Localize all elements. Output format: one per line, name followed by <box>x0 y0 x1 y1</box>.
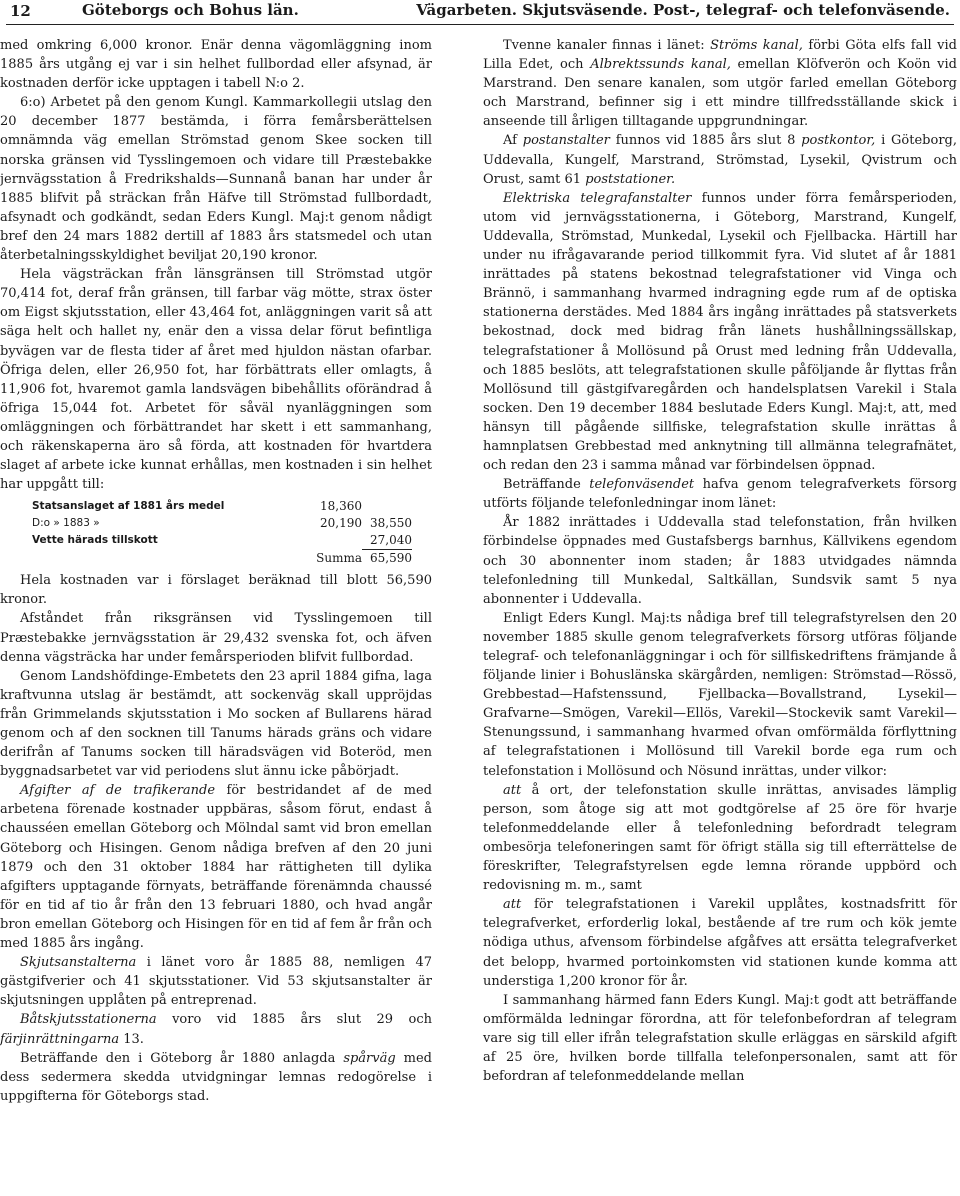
table-row <box>32 550 412 567</box>
left-paragraph-1: med omkring 6,000 kronor. Enär denna vägomläggning inom 1885 års utgång ej var i sin helhet fullbordad eller afsynad, är kostnaden derför icke upptagen i tabell N:o 2. <box>0 38 432 92</box>
italic-term: Skjutsanstalterna <box>20 955 137 971</box>
italic-term: postanstalter <box>522 133 610 149</box>
left-paragraph-8: Skjutsanstalterna i länet voro år 1885 88, nemligen 47 gästgifverier och 41 skjutsstationer. Vid 53 skjutsanstalter är skjutsningen upplåten på entreprenad. <box>0 955 432 1009</box>
page-number: 12 <box>10 2 31 20</box>
right-paragraph-1: Tvenne kanaler finnas i länet: Ströms kanal, förbi Göta elfs fall vid Lilla Edet, och Albrektssunds kanal, emellan Klöfverön och Koön vid Marstrand. Den senare kanalen, som utgör farled emellan Göteborg och Marstrand, befinner sig i ett mindre tillfredsställande skick i anseende till årligen tilltagande uppgrundningar. <box>483 38 957 130</box>
sum-label: Summa <box>316 551 362 566</box>
left-paragraph-5: Afståndet från riksgränsen vid Tysslingemoen till Præstebakke jernvägsstation är 29,432 svenska fot, och äfven denna vägsträcka har under femårsperioden blifvit fullbordad. <box>0 611 432 665</box>
right-paragraph-6: Enligt Eders Kungl. Maj:ts nådiga bref till telegrafstyrelsen den 20 november 1885 skulle genom telegrafverkets försorg utföras följande telegraf- och telefonanläggningar i och för sillfiskedriftens främjande å följande linier i Bohuslänska skärgården, nemligen: Strömstad—Rössö, Grebbestad—Hafstenssund, Fjellbacka—Bovallstrand, Lysekil—Grafvarne—Smögen, Varekil—Ellös, Varekil—Stockevik samt Varekil—Stenungssund, i sammanhang hvarmed ofvan omförmälda förflyttning af telegrafstationen i Mollösund till Varekil borde ega rum och telefonstation i Mollösund och Nösund inrättas, under vilkor: <box>483 610 957 779</box>
left-paragraph-2: 6:o) Arbetet på den genom Kungl. Kammarkollegii utslag den 20 december 1877 bestämda, i förra femårsberättelsen omnämnda väg emellan Strömstad genom Skee socken till norska gränsen vid Tysslingemoen och vidare till Præstebakke jernvägsstation å Fredrikshalds—Sunnanå banan har under år 1885 blifvit på sträckan från Häfve till Strömstad fullbordadt, afsynadt och godkändt, sedan Eders Kungl. Maj:t genom nådigt bref den 24 mars 1882 dertill af 1883 års statsmedel och utan återbetalningsskyldighet beviljat 20,190 kronor. <box>0 95 432 264</box>
cost-subtotal: 38,550 <box>370 516 412 531</box>
italic-term: spårväg <box>343 1050 396 1066</box>
italic-term: färjinrättningarna <box>0 1031 120 1047</box>
cost-amount: 27,040 <box>362 532 412 550</box>
cost-label: Vette härads tillskott <box>32 534 158 547</box>
right-paragraph-9: I sammanhang härmed fann Eders Kungl. Maj:t godt att beträffande omförmälda ledningar förordna, att för telefonbefordran af telegram vare sig till eller ifrån telegrafstation skulle erläggas en särskild afgift af 25 öre, hvilken borde tillfalla telefonpersonalen, samt att för befordran af telefonmeddelande mellan <box>483 992 957 1085</box>
italic-term: att <box>503 782 522 798</box>
left-paragraph-10: Beträffande den i Göteborg år 1880 anlagda spårväg med dess sedermera skedda utvidgningar lemnas redogörelse i uppgifterna för Göteborgs stad. <box>0 1050 432 1104</box>
table-row <box>32 532 412 550</box>
italic-term: Afgifter af de trafikerande <box>20 783 216 799</box>
left-paragraph-7: Afgifter af de trafikerande för bestridandet af de med arbetena förenade kostnader uppbäras, såsom förut, endast å chausséen emellan Göteborg och Mölndal samt vid bron emellan Göteborg och Hisingen. Genom nådiga brefven af den 20 juni 1879 och den 31 oktober 1884 har rättigheten till dylika afgifters upptagande förnyats, beträffande förenämnda chaussé för en tid af tio år från den 13 februari 1880, och hvad angår bron emellan Göteborg och Hisingen för en tid af fem år från och med 1885 års ingång. <box>0 783 433 952</box>
cost-amount: 20,190 <box>320 516 362 531</box>
cost-amount: 18,360 <box>320 499 362 514</box>
cost-table <box>32 498 412 567</box>
italic-term: Albrektssunds kanal, <box>590 57 731 73</box>
left-column <box>0 36 432 1106</box>
running-title-left: Göteborgs och Bohus län. <box>82 1 299 19</box>
cost-label: D:o » 1883 » <box>32 517 100 530</box>
left-paragraph-6: Genom Landshöfdinge-Embetets den 23 april 1884 gifna, laga kraftvunna utslag är bestämdt, att sockenväg skall uppröjdas från Grimmelands skjutsstation i Mo socken af Bullarens härad genom och af den socknen till Tanums härads gräns och vidare derifrån af Tanums socken till häradsvägen vid Boteröd, men byggnadsarbetet var vid periodens slut ännu icke påbörjadt. <box>0 668 432 780</box>
sum-value: 65,590 <box>370 551 412 566</box>
left-paragraph-9: Båtskjutsstationerna voro vid 1885 års slut 29 och färjinrättningarna 13. <box>0 1012 432 1047</box>
left-paragraph-4: Hela kostnaden var i förslaget beräknad till blott 56,590 kronor. <box>0 573 432 608</box>
left-paragraph-3: Hela vägsträckan från länsgränsen till Strömstad utgör 70,414 fot, deraf från gränsen, till farbar väg mötte, strax öster om Eigst skjutsstation, eller 43,464 fot, anläggningen varit så att säga helt och hallet ny, enär den a vissa delar förut befintliga byvägen var de flesta tider af året med hjuldon nästan ofarbar. Öfriga delen, eller 26,950 fot, har förbättrats eller omlagts, å 11,906 fot, hvaremot gamla landsvägen bibehållits oförändrad å öfriga 15,044 fot. Arbetet för såväl nyanläggningen som omläggningen och förbättrandet har skett i ett sammanhang, och räkenskaperna äro så förda, att kostnaden för hvartdera slaget af arbete icke kunnat erhållas, men kostnaden i sin helhet har uppgått till: <box>0 267 432 493</box>
italic-term: Ströms kanal, <box>710 38 803 53</box>
italic-term: att <box>503 897 522 913</box>
italic-term: Elektriska telegrafanstalter <box>503 190 692 206</box>
table-row <box>32 498 412 515</box>
running-title-right: Vägarbeten. Skjutsväsende. Post-, telegraf- och telefonväsende. <box>416 1 950 19</box>
cost-label: Statsanslaget af 1881 års medel <box>32 500 225 513</box>
italic-term: postkontor, <box>801 133 876 149</box>
right-paragraph-8: att för telegrafstationen i Varekil upplåtes, kostnadsfritt för telegrafverket, erforderlig lokal, bestående af tre rum och kök jemte nödiga uthus, afvensom förbindelse afgåfves att ersätta telegrafverket det belopp, hvarmed portoinkomsten vid stationen kunde komma att understiga 1,200 kronor för år. <box>483 897 957 989</box>
table-row <box>32 515 412 532</box>
right-paragraph-5: År 1882 inrättades i Uddevalla stad telefonstation, från hvilken förbindelse öppnades med Gustafsbergs barnhus, Källvikens egendom och 30 abonnenter inom staden; år 1883 utvidgades nämnda telefonledning till Munkedal, Saltkällan, Sundsvik samt 5 nya abonnenter i Uddevalla. <box>483 515 957 607</box>
page-header <box>6 0 954 25</box>
italic-term: telefonväsendet <box>589 477 695 493</box>
right-paragraph-4: Beträffande telefonväsendet hafva genom telegrafverkets försorg utförts följande telefonledningar inom länet: <box>483 477 957 512</box>
right-paragraph-3: Elektriska telegrafanstalter funnos under förra femårsperioden, utom vid jernvägsstationerna, i Göteborg, Marstrand, Kungelf, Uddevalla, Strömstad, Munkedal, Lysekil och Fjellbacka. Härtill har under nu ifrågavarande period tillkommit fyra. Vid slutet af år 1881 inrättades på statens bekostnad telegrafstationer vid Vinga och Brännö, i sammanhang hvarmed indragning egde rum af de optiska stationerna derstädes. Med 1884 års ingång inrättades på statsverkets bekostnad, dock med bidrag från länets hushållningssällskap, telegrafstationer å Mollösund på Orust med ledning från Uddevalla, och 1885 beslöts, att telegrafstationen skulle påföljande år flyttas från Mollösund till gästgifvaregården och handelsplatsen Varekil i Stala socken. Den 19 december 1884 beslutade Eders Kungl. Maj:t, att, med hänsyn till pågående sillfiske, telegrafstation skulle inrättas å hamnplatsen Grebbestad med anknytning till allmänna telegrafnätet, och redan den 23 i samma månad var förbindelsen öppnad. <box>483 190 958 474</box>
italic-term: poststationer. <box>585 171 676 187</box>
italic-term: Båtskjutsstationerna <box>20 1012 157 1028</box>
right-paragraph-2: Af postanstalter funnos vid 1885 års slut 8 postkontor, i Göteborg, Uddevalla, Kungelf, Marstrand, Strömstad, Lysekil, Qvistrum och Orust, samt 61 poststationer. <box>483 133 957 187</box>
right-column <box>483 36 957 1086</box>
right-paragraph-7: att å ort, der telefonstation skulle inrättas, anvisades lämplig person, som åtoge sig att mot godtgörelse af 25 öre för hvarje telefonmeddelande eller å telefonledning befordradt telegram ombesörja telefoneringen samt för öfrigt ställa sig till efterrättelse de föreskrifter, Telegrafstyrelsen egde lemna rörande uppbörd och redovisning m. m., samt <box>483 782 957 894</box>
